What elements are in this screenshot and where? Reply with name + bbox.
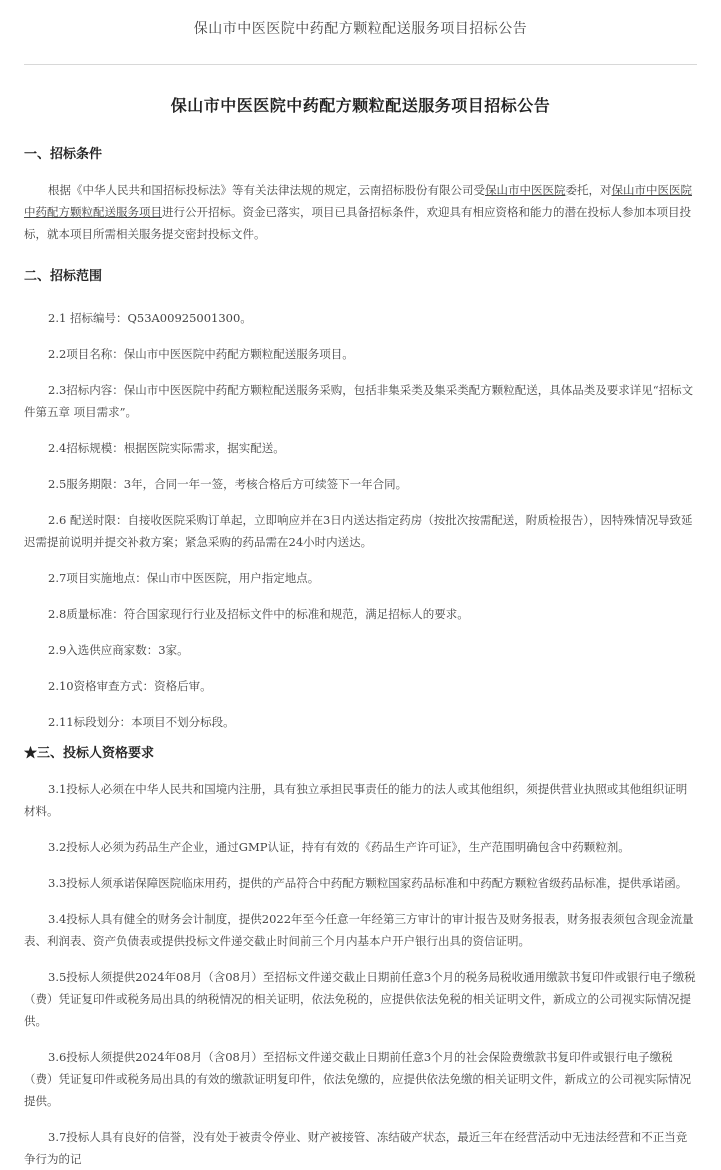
list-item: 3.3投标人须承诺保障医院临床用药，提供的产品符合中药配方颗粒国家药品标准和中药配方颗粒省级药品标准，提供承诺函。 xyxy=(48,876,688,890)
header-bar xyxy=(0,0,721,56)
section-1-heading: 一、招标条件 xyxy=(24,147,103,162)
paragraph-text: 根据《中华人民共和国招标投标法》等有关法律法规的规定，云南招标股份有限公司受 xyxy=(48,183,485,197)
list-item: 2.7项目实施地点：保山市中医医院，用户指定地点。 xyxy=(48,571,320,585)
list-item: 3.6投标人须提供2024年08月（含08月）至招标文件递交截止日期前任意3个月的社会保险费缴款书复印件或银行电子缴税（费）凭证复印件或税务局出具的有效的缴款证明复印件，依法免缴的，应提供依法免缴的相关证明文件，新成立的公司视实际情况提供。 xyxy=(24,1050,691,1108)
list-item: 3.1投标人必须在中华人民共和国境内注册，具有独立承担民事责任的能力的法人或其他组织，须提供营业执照或其他组织证明材料。 xyxy=(24,782,688,818)
list-item: 2.6 配送时限：自接收医院采购订单起，立即响应并在3日内送达指定药房（按批次按需配送，附质检报告），因特殊情况导致延迟需提前说明并提交补救方案；紧急采购的药品需在24小时内送达。 xyxy=(24,513,693,549)
list-item: 2.5服务期限：3年，合同一年一签，考核合格后方可续签下一年合同。 xyxy=(48,477,408,491)
list-item: 2.11标段划分：本项目不划分标段。 xyxy=(48,715,235,729)
list-item: 3.2投标人必须为药品生产企业，通过GMP认证，持有有效的《药品生产许可证》，生产范围明确包含中药颗粒剂。 xyxy=(48,840,630,854)
list-item: 2.10资格审查方式：资格后审。 xyxy=(48,679,212,693)
list-item: 2.8质量标准：符合国家现行行业及招标文件中的标准和规范，满足招标人的要求。 xyxy=(48,607,469,621)
list-item: 3.4投标人具有健全的财务会计制度，提供2022年至今任意一年经第三方审计的审计报告及财务报表，财务报表须包含现金流量表、利润表、资产负债表或提供投标文件递交截止时间前三个月内基本户开户银行出具的资信证明。 xyxy=(24,912,694,948)
list-item: 3.7投标人具有良好的信誉，没有处于被责令停业、财产被接管、冻结破产状态，最近三年在经营活动中无违法经营和不正当竞争行为的记 xyxy=(24,1130,688,1166)
section-3-heading: ★三、投标人资格要求 xyxy=(24,746,155,761)
article-body xyxy=(0,145,721,1170)
section-1-paragraph xyxy=(24,179,697,245)
paragraph-text: 进行公开招标。资金已落实，项目已具备招标条件，欢迎具有相应资格和能力的潜在投标人参加本项目投标，就本项目所需相关服务提交密封投标文件。 xyxy=(24,205,691,241)
list-item: 2.9入选供应商家数：3家。 xyxy=(48,643,189,657)
underlined-client-name: 保山市中医医院 xyxy=(485,183,566,197)
header-title: 保山市中医医院中药配方颗粒配送服务项目招标公告 xyxy=(193,21,528,37)
page-title: 保山市中医医院中药配方颗粒配送服务项目招标公告 xyxy=(170,96,551,115)
section-2-heading: 二、招标范围 xyxy=(24,269,103,284)
paragraph-text: 委托，对 xyxy=(565,183,612,197)
list-item: 2.3招标内容：保山市中医医院中药配方颗粒配送服务采购，包括非集采类及集采类配方颗粒配送，具体品类及要求详见“招标文件第五章 项目需求”。 xyxy=(24,383,694,419)
list-item: 2.2项目名称：保山市中医医院中药配方颗粒配送服务项目。 xyxy=(48,347,354,361)
underlined-project-name: 保山市中医医院中药配方颗粒配送服务项目 xyxy=(24,183,692,219)
header-divider xyxy=(24,64,697,65)
list-item: 2.1 招标编号：Q53A00925001300。 xyxy=(48,311,252,325)
list-item: 2.4招标规模：根据医院实际需求，据实配送。 xyxy=(48,441,285,455)
list-item: 3.5投标人须提供2024年08月（含08月）至招标文件递交截止日期前任意3个月的税务局税收通用缴款书复印件或银行电子缴税（费）凭证复印件或税务局出具的纳税情况的相关证明，依法免税的，应提供依法免税的相关证明文件，新成立的公司视实际情况提供。 xyxy=(24,970,696,1028)
